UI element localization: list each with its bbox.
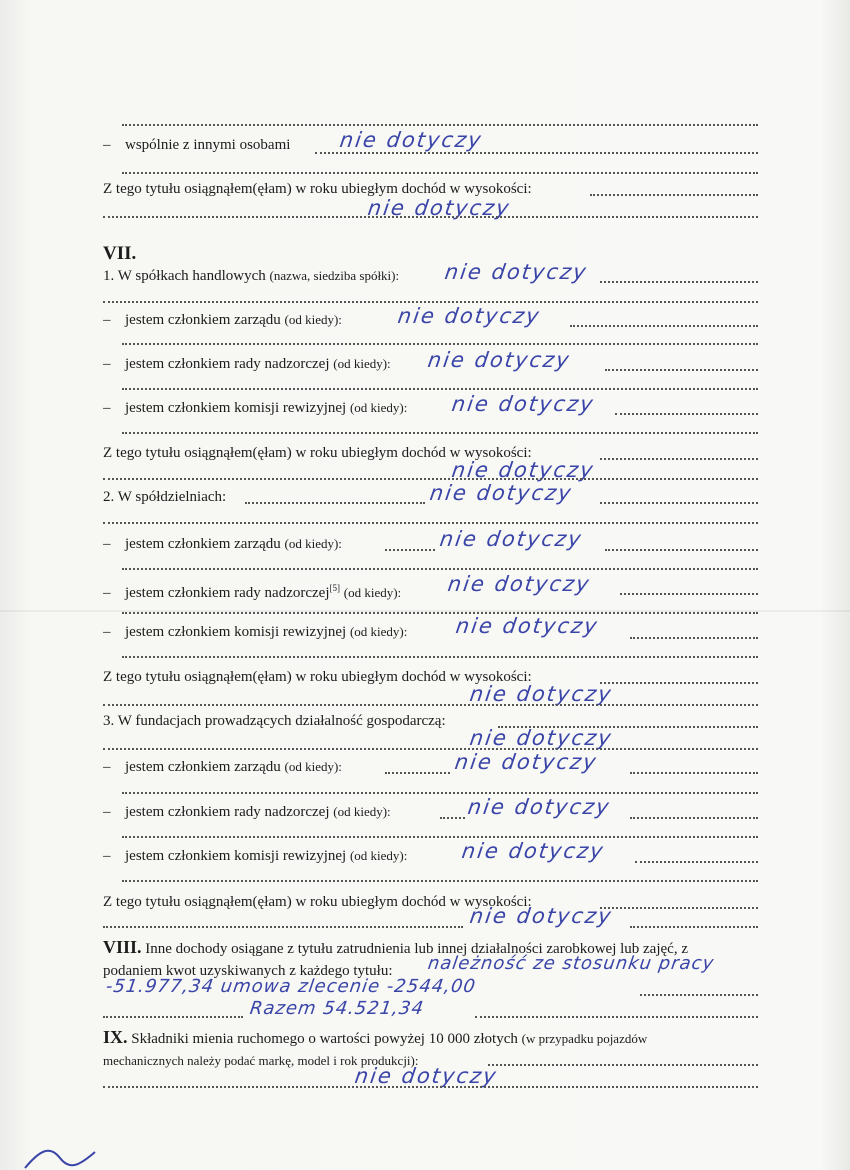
dotted-line bbox=[122, 566, 758, 570]
income-label: Z tego tytułu osiągnąłem(ęłam) w roku ubiegłym dochód w wysokości: bbox=[103, 894, 532, 910]
handwritten-answer: nie dotyczy bbox=[450, 458, 597, 482]
dotted-line bbox=[122, 610, 758, 614]
dotted-line bbox=[103, 702, 758, 706]
vii-1-supervisory: – jestem członkiem rady nadzorczej (od kiedy): bbox=[103, 356, 391, 372]
dotted-line bbox=[122, 122, 758, 126]
dotted-line bbox=[620, 591, 758, 595]
dotted-line bbox=[440, 815, 465, 819]
dotted-line bbox=[122, 341, 758, 345]
vii-3-label: 3. W fundacjach prowadzących działalność gospodarczą: bbox=[103, 713, 446, 729]
dotted-line bbox=[600, 680, 758, 684]
dotted-line bbox=[103, 520, 758, 524]
dotted-line bbox=[630, 770, 758, 774]
income-label: Z tego tytułu osiągnąłem(ęłam) w roku ubiegłym dochód w wysokości: bbox=[103, 669, 532, 685]
dotted-line bbox=[122, 878, 758, 882]
dotted-line bbox=[615, 411, 758, 415]
vii-1-board: – jestem członkiem zarządu (od kiedy): bbox=[103, 312, 342, 328]
dotted-line bbox=[640, 992, 758, 996]
handwritten-viii-2: -51.977,34 umowa zlecenie -2544,00 bbox=[104, 976, 478, 997]
vii-1-audit: – jestem członkiem komisji rewizyjnej (od kiedy): bbox=[103, 400, 408, 416]
ix-text-line1: IX. Składniki mienia ruchomego o wartości powyżej 10 000 złotych (w przypadku pojazdów bbox=[103, 1028, 648, 1047]
handwritten-answer: nie dotyczy bbox=[450, 392, 597, 416]
dotted-line bbox=[122, 430, 758, 434]
dotted-line bbox=[315, 150, 758, 154]
handwritten-answer: nie dotyczy bbox=[366, 196, 513, 220]
dotted-line bbox=[103, 299, 758, 303]
handwritten-answer: nie dotyczy bbox=[460, 839, 607, 863]
dotted-line bbox=[122, 654, 758, 658]
handwritten-viii-1: należność ze stosunku pracy bbox=[426, 953, 716, 974]
dotted-line bbox=[385, 770, 450, 774]
vii-2-board: – jestem członkiem zarządu (od kiedy): bbox=[103, 536, 342, 552]
dotted-line bbox=[103, 1084, 758, 1088]
handwritten-answer: nie dotyczy bbox=[468, 682, 615, 706]
dotted-line bbox=[475, 1014, 758, 1018]
vii-3-board: – jestem członkiem zarządu (od kiedy): bbox=[103, 759, 342, 775]
vii-2-supervisory: – jestem członkiem rady nadzorczej[5] (od kiedy): bbox=[103, 583, 402, 601]
dotted-line bbox=[122, 790, 758, 794]
handwritten-answer: nie dotyczy bbox=[396, 304, 543, 328]
dotted-line bbox=[605, 547, 758, 551]
vii-3-supervisory: – jestem członkiem rady nadzorczej (od kiedy): bbox=[103, 804, 391, 820]
dotted-line bbox=[103, 214, 758, 218]
handwritten-answer: nie dotyczy bbox=[468, 904, 615, 928]
vii-3-audit: – jestem członkiem komisji rewizyjnej (od kiedy): bbox=[103, 848, 408, 864]
dotted-line bbox=[600, 456, 758, 460]
dotted-line bbox=[103, 1014, 243, 1018]
dotted-line bbox=[600, 279, 758, 283]
dotted-line bbox=[630, 815, 758, 819]
dotted-line bbox=[122, 834, 758, 838]
dotted-line bbox=[630, 924, 758, 928]
handwritten-viii-3: Razem 54.521,34 bbox=[248, 998, 426, 1019]
dotted-line bbox=[122, 386, 758, 390]
handwritten-answer: nie dotyczy bbox=[468, 726, 615, 750]
handwritten-answer: nie dotyczy bbox=[446, 572, 593, 596]
dotted-line bbox=[103, 476, 758, 480]
section-heading-vii: VII. bbox=[103, 243, 137, 264]
handwritten-answer: nie dotyczy bbox=[466, 795, 613, 819]
handwritten-answer: nie dotyczy bbox=[426, 348, 573, 372]
dotted-line bbox=[103, 746, 758, 750]
income-label: Z tego tytułu osiągnąłem(ęłam) w roku ubiegłym dochód w wysokości: bbox=[103, 181, 532, 197]
dotted-line bbox=[122, 170, 758, 174]
dotted-line bbox=[600, 905, 758, 909]
handwritten-answer: nie dotyczy bbox=[443, 260, 590, 284]
dotted-line bbox=[570, 323, 758, 327]
dotted-line bbox=[600, 500, 758, 504]
handwritten-answer: nie dotyczy bbox=[454, 614, 601, 638]
dotted-line bbox=[590, 192, 758, 196]
handwritten-answer: nie dotyczy bbox=[428, 481, 575, 505]
item-jointly: – wspólnie z innymi osobami bbox=[103, 137, 291, 153]
viii-text-line1: VIII. Inne dochody osiągane z tytułu zatrudnienia lub innej działalności zarobkowej lub zajęć, z bbox=[103, 938, 688, 957]
dotted-line bbox=[103, 924, 463, 928]
dotted-line bbox=[385, 547, 435, 551]
handwritten-answer: nie dotyczy bbox=[338, 128, 485, 152]
dotted-line bbox=[488, 1062, 758, 1066]
dotted-line bbox=[605, 367, 758, 371]
dotted-line bbox=[635, 859, 758, 863]
vii-1-label: 1. W spółkach handlowych (nazwa, siedziba spółki): bbox=[103, 268, 400, 284]
vii-2-audit: – jestem członkiem komisji rewizyjnej (od kiedy): bbox=[103, 624, 408, 640]
vii-2-label: 2. W spółdzielniach: bbox=[103, 489, 227, 505]
handwritten-answer: nie dotyczy bbox=[453, 750, 600, 774]
income-label: Z tego tytułu osiągnąłem(ęłam) w roku ubiegłym dochód w wysokości: bbox=[103, 445, 532, 461]
viii-text-line2: podaniem kwot uzyskiwanych z każdego tytułu: bbox=[103, 963, 393, 979]
handwritten-answer: nie dotyczy bbox=[353, 1064, 500, 1088]
signature-mark bbox=[20, 1140, 100, 1170]
dotted-line bbox=[245, 500, 425, 504]
handwritten-answer: nie dotyczy bbox=[438, 527, 585, 551]
dotted-line bbox=[630, 635, 758, 639]
ix-text-line2: mechanicznych należy podać markę, model i rok produkcji): bbox=[103, 1053, 419, 1068]
